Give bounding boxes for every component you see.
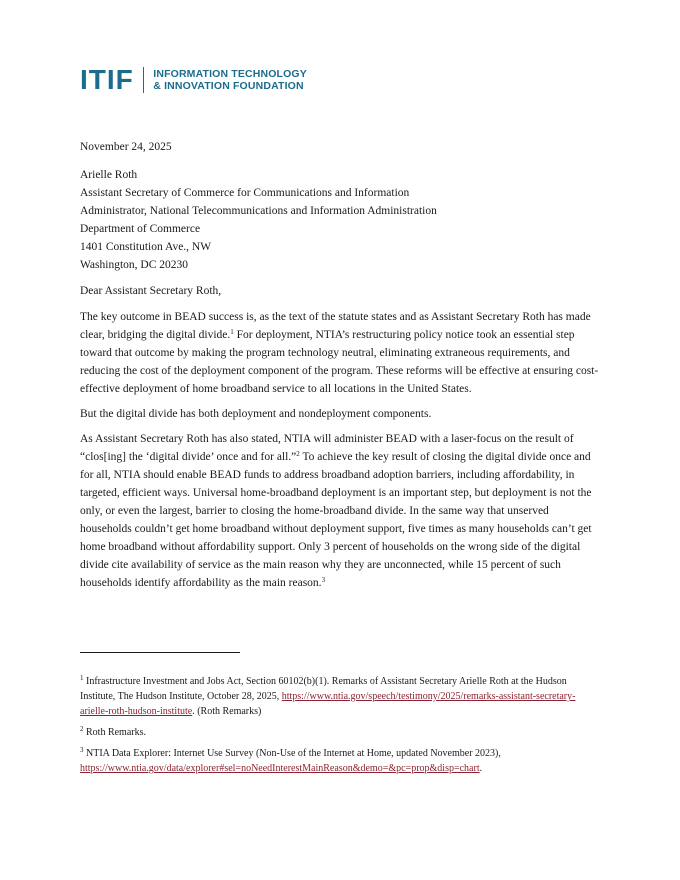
itif-logo[interactable] <box>80 66 307 94</box>
paragraph-1 <box>80 308 602 398</box>
footnote-2-text: Roth Remarks. <box>83 727 146 738</box>
paragraph-1-text-a: The key outcome in BEAD success is, as the text of the statute states and as Assistant Secretary Roth has made clear, bridging the digital divide. <box>80 311 591 341</box>
paragraph-1-text-b: For deployment, NTIA’s restructuring policy notice took an essential step toward that outcome by making the program technology neutral, eliminating extraneous requirements, and reducing the cost of the deployment component of the program. These reforms will be effective at ensuring cost-effective deployment of home broadband service to all locations in the United States. <box>80 329 599 395</box>
footnote-ref-1[interactable]: 1 <box>230 328 234 336</box>
letter-date: November 24, 2025 <box>80 141 172 153</box>
recipient-city: Washington, DC 20230 <box>80 259 189 271</box>
footnote-separator <box>80 652 240 653</box>
footnote-2 <box>80 725 602 740</box>
footnote-3-number: 3 <box>80 746 84 754</box>
footnote-1-tail: . (Roth Remarks) <box>192 706 262 717</box>
logo-mark: ITIF <box>80 64 134 95</box>
footnote-3-text: NTIA Data Explorer: Internet Use Survey (Non-Use of the Internet at Home, updated November 2023), <box>83 748 501 759</box>
footnote-1-text: Infrastructure Investment and Jobs Act, Section 60102(b)(1). Remarks of Assistant Secretary Arielle Roth at the Hudson Institute, The Hudson Institute, October 28, 2025, <box>80 676 567 702</box>
recipient-title-1: Assistant Secretary of Commerce for Communications and Information <box>80 187 410 199</box>
recipient-address <box>80 166 602 274</box>
footnote-3-link[interactable]: https://www.ntia.gov/data/explorer#sel=noNeedInterestMainReason&demo=&pc=prop&disp=chart <box>80 763 480 774</box>
recipient-department: Department of Commerce <box>80 223 201 235</box>
logo-org-name <box>153 68 307 93</box>
paragraph-3 <box>80 430 602 592</box>
salutation: Dear Assistant Secretary Roth, <box>80 285 222 297</box>
recipient-street: 1401 Constitution Ave., NW <box>80 241 212 253</box>
footnote-3 <box>80 746 602 776</box>
paragraph-2: But the digital divide has both deployment and nondeployment components. <box>80 408 432 420</box>
paragraph-3-text-a: As Assistant Secretary Roth has also stated, NTIA will administer BEAD with a laser-focus on the result of “clos[ing] the ‘digital divide’ once and for all.” <box>80 433 574 463</box>
footnotes <box>80 674 602 782</box>
logo-org-line2: & INNOVATION FOUNDATION <box>153 80 304 92</box>
recipient-name: Arielle Roth <box>80 169 138 181</box>
footnote-ref-2[interactable]: 2 <box>296 450 300 458</box>
footnote-1 <box>80 674 602 719</box>
footnote-2-number: 2 <box>80 725 84 733</box>
footnote-1-link[interactable]: https://www.ntia.gov/speech/testimony/2025/remarks-assistant-secretary-arielle-roth-hudson-institute <box>80 691 576 717</box>
letter-body <box>80 138 602 599</box>
logo-divider <box>143 67 145 93</box>
footnote-3-tail: . <box>479 763 483 774</box>
paragraph-3-text-b: To achieve the key result of closing the digital divide once and for all, NTIA should enable BEAD funds to address broadband adoption barriers, including affordability, in targeted, efficient ways. Universal home-broadband deployment is an important step, but deployment is not the only, or even the largest, barrier to closing the home-broadband divide. In the same way that unserved households couldn’t get home broadband without deployment support, five times as many households can’t get home broadband without affordability support. Only 3 percent of households on the wrong side of the digital divide cite availability of service as the main reason why they are unconnected, while 15 percent of such households identify affordability as the main reason. <box>80 451 592 589</box>
footnote-ref-3[interactable]: 3 <box>321 576 326 584</box>
logo-org-line1: INFORMATION TECHNOLOGY <box>153 67 307 80</box>
recipient-title-2: Administrator, National Telecommunications and Information Administration <box>80 205 437 217</box>
footnote-1-number: 1 <box>80 674 84 682</box>
